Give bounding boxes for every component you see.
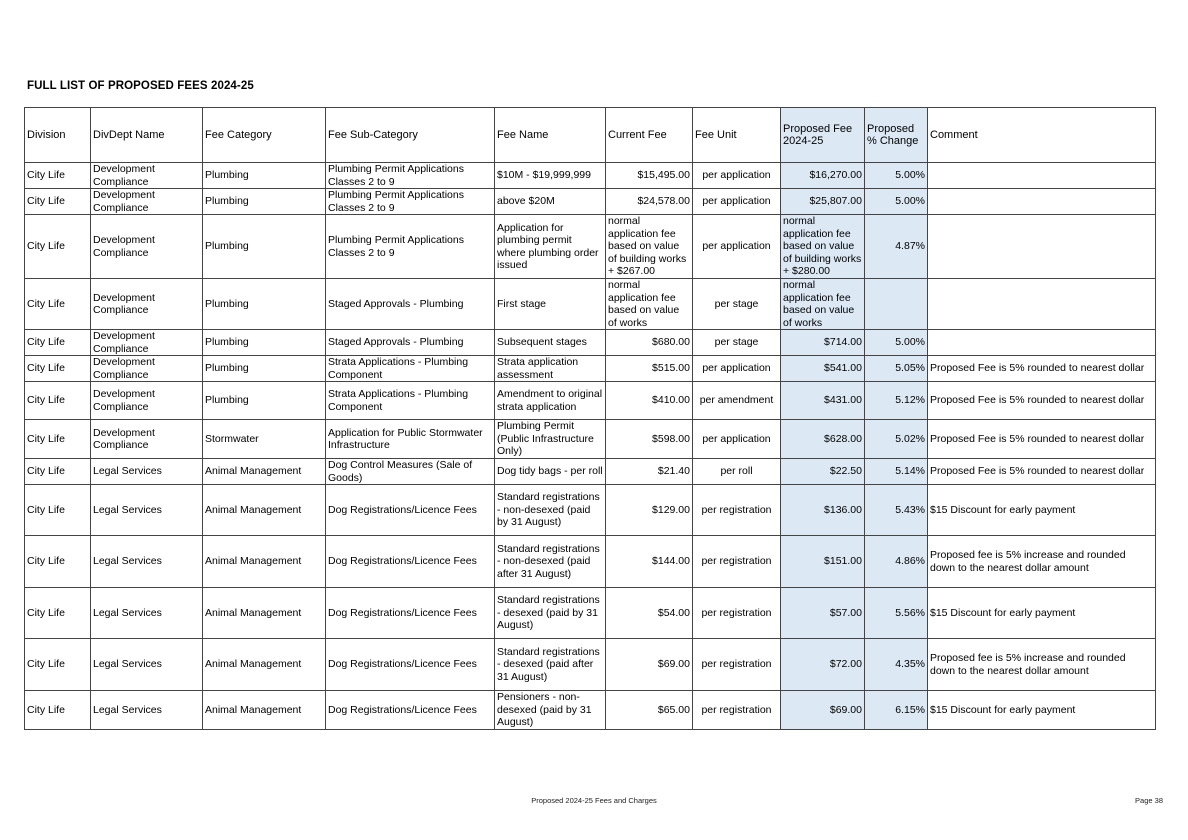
cell-comment: Proposed Fee is 5% rounded to nearest dollar bbox=[928, 420, 1156, 459]
cell-proposed-fee: $151.00 bbox=[781, 536, 865, 588]
cell-percent-change: 4.86% bbox=[865, 536, 928, 588]
cell-current-fee: normal application fee based on value of building works + $267.00 bbox=[606, 215, 693, 279]
cell-current-fee: $65.00 bbox=[606, 691, 693, 730]
cell-division: City Life bbox=[25, 382, 91, 420]
cell-proposed-fee: $541.00 bbox=[781, 356, 865, 382]
cell-fee-unit: per registration bbox=[693, 536, 781, 588]
header-comment: Comment bbox=[928, 108, 1156, 163]
cell-comment: Proposed Fee is 5% rounded to nearest dollar bbox=[928, 382, 1156, 420]
cell-fee-name: Subsequent stages bbox=[495, 330, 606, 356]
table-row bbox=[25, 189, 1156, 215]
cell-category: Animal Management bbox=[203, 639, 326, 691]
cell-dept: Development Compliance bbox=[91, 382, 203, 420]
cell-division: City Life bbox=[25, 459, 91, 485]
fees-table bbox=[24, 107, 1156, 730]
cell-category: Plumbing bbox=[203, 189, 326, 215]
cell-fee-unit: per application bbox=[693, 189, 781, 215]
cell-category: Plumbing bbox=[203, 382, 326, 420]
cell-fee-unit: per application bbox=[693, 215, 781, 279]
cell-percent-change: 5.43% bbox=[865, 485, 928, 536]
cell-division: City Life bbox=[25, 588, 91, 639]
cell-dept: Legal Services bbox=[91, 639, 203, 691]
cell-fee-unit: per registration bbox=[693, 485, 781, 536]
cell-subcategory: Dog Registrations/Licence Fees bbox=[326, 639, 495, 691]
header-fee-name: Fee Name bbox=[495, 108, 606, 163]
cell-percent-change: 5.00% bbox=[865, 330, 928, 356]
header-fee-unit: Fee Unit bbox=[693, 108, 781, 163]
cell-category: Stormwater bbox=[203, 420, 326, 459]
header-current-fee: Current Fee bbox=[606, 108, 693, 163]
cell-subcategory: Strata Applications - Plumbing Component bbox=[326, 356, 495, 382]
cell-division: City Life bbox=[25, 420, 91, 459]
cell-fee-name: Strata application assessment bbox=[495, 356, 606, 382]
cell-percent-change: 5.00% bbox=[865, 189, 928, 215]
cell-dept: Development Compliance bbox=[91, 189, 203, 215]
cell-category: Animal Management bbox=[203, 459, 326, 485]
cell-category: Plumbing bbox=[203, 279, 326, 330]
cell-fee-unit: per stage bbox=[693, 279, 781, 330]
cell-current-fee: $515.00 bbox=[606, 356, 693, 382]
cell-subcategory: Plumbing Permit Applications Classes 2 to 9 bbox=[326, 215, 495, 279]
cell-dept: Development Compliance bbox=[91, 279, 203, 330]
cell-proposed-fee: $22.50 bbox=[781, 459, 865, 485]
cell-comment bbox=[928, 279, 1156, 330]
footer-title: Proposed 2024-25 Fees and Charges bbox=[531, 796, 657, 805]
cell-percent-change bbox=[865, 279, 928, 330]
cell-subcategory: Plumbing Permit Applications Classes 2 to 9 bbox=[326, 189, 495, 215]
header-percent-change: Proposed % Change bbox=[865, 108, 928, 163]
cell-fee-name: $10M - $19,999,999 bbox=[495, 163, 606, 189]
cell-fee-name: Standard registrations - non-desexed (paid after 31 August) bbox=[495, 536, 606, 588]
cell-division: City Life bbox=[25, 536, 91, 588]
cell-comment: $15 Discount for early payment bbox=[928, 485, 1156, 536]
cell-fee-unit: per registration bbox=[693, 691, 781, 730]
table-row bbox=[25, 691, 1156, 730]
cell-division: City Life bbox=[25, 485, 91, 536]
cell-subcategory: Dog Registrations/Licence Fees bbox=[326, 485, 495, 536]
page-number: Page 38 bbox=[1135, 796, 1163, 805]
cell-subcategory: Dog Control Measures (Sale of Goods) bbox=[326, 459, 495, 485]
cell-category: Plumbing bbox=[203, 330, 326, 356]
cell-subcategory: Plumbing Permit Applications Classes 2 to 9 bbox=[326, 163, 495, 189]
cell-current-fee: $21.40 bbox=[606, 459, 693, 485]
table-row bbox=[25, 330, 1156, 356]
cell-fee-unit: per amendment bbox=[693, 382, 781, 420]
cell-comment bbox=[928, 189, 1156, 215]
cell-fee-name: Standard registrations - desexed (paid after 31 August) bbox=[495, 639, 606, 691]
cell-dept: Legal Services bbox=[91, 536, 203, 588]
cell-fee-unit: per roll bbox=[693, 459, 781, 485]
cell-subcategory: Staged Approvals - Plumbing bbox=[326, 279, 495, 330]
cell-current-fee: $680.00 bbox=[606, 330, 693, 356]
header-proposed-fee: Proposed Fee 2024-25 bbox=[781, 108, 865, 163]
cell-division: City Life bbox=[25, 215, 91, 279]
table-row bbox=[25, 163, 1156, 189]
cell-current-fee: $410.00 bbox=[606, 382, 693, 420]
cell-percent-change: 5.00% bbox=[865, 163, 928, 189]
cell-percent-change: 4.35% bbox=[865, 639, 928, 691]
cell-category: Plumbing bbox=[203, 163, 326, 189]
cell-comment: $15 Discount for early payment bbox=[928, 588, 1156, 639]
cell-category: Animal Management bbox=[203, 691, 326, 730]
cell-current-fee: $144.00 bbox=[606, 536, 693, 588]
cell-proposed-fee: $69.00 bbox=[781, 691, 865, 730]
table-row bbox=[25, 279, 1156, 330]
cell-category: Animal Management bbox=[203, 485, 326, 536]
cell-subcategory: Dog Registrations/Licence Fees bbox=[326, 536, 495, 588]
cell-current-fee: $598.00 bbox=[606, 420, 693, 459]
cell-category: Animal Management bbox=[203, 588, 326, 639]
cell-fee-unit: per application bbox=[693, 356, 781, 382]
cell-category: Plumbing bbox=[203, 356, 326, 382]
cell-subcategory: Dog Registrations/Licence Fees bbox=[326, 588, 495, 639]
cell-comment: Proposed Fee is 5% rounded to nearest dollar bbox=[928, 356, 1156, 382]
cell-percent-change: 5.02% bbox=[865, 420, 928, 459]
cell-proposed-fee: $136.00 bbox=[781, 485, 865, 536]
cell-proposed-fee: $57.00 bbox=[781, 588, 865, 639]
cell-percent-change: 4.87% bbox=[865, 215, 928, 279]
cell-category: Plumbing bbox=[203, 215, 326, 279]
cell-current-fee: normal application fee based on value of works bbox=[606, 279, 693, 330]
cell-subcategory: Strata Applications - Plumbing Component bbox=[326, 382, 495, 420]
cell-dept: Development Compliance bbox=[91, 163, 203, 189]
table-row bbox=[25, 588, 1156, 639]
cell-percent-change: 6.15% bbox=[865, 691, 928, 730]
cell-subcategory: Staged Approvals - Plumbing bbox=[326, 330, 495, 356]
cell-dept: Legal Services bbox=[91, 588, 203, 639]
cell-dept: Legal Services bbox=[91, 691, 203, 730]
table-row bbox=[25, 420, 1156, 459]
cell-current-fee: $69.00 bbox=[606, 639, 693, 691]
cell-subcategory: Dog Registrations/Licence Fees bbox=[326, 691, 495, 730]
cell-subcategory: Application for Public Stormwater Infrastructure bbox=[326, 420, 495, 459]
cell-fee-name: Standard registrations - non-desexed (paid by 31 August) bbox=[495, 485, 606, 536]
table-row bbox=[25, 485, 1156, 536]
cell-comment bbox=[928, 163, 1156, 189]
cell-dept: Development Compliance bbox=[91, 215, 203, 279]
cell-dept: Development Compliance bbox=[91, 420, 203, 459]
cell-fee-unit: per registration bbox=[693, 639, 781, 691]
table-row bbox=[25, 536, 1156, 588]
header-division: Division bbox=[25, 108, 91, 163]
cell-fee-name: First stage bbox=[495, 279, 606, 330]
cell-proposed-fee: normal application fee based on value of building works + $280.00 bbox=[781, 215, 865, 279]
cell-comment bbox=[928, 215, 1156, 279]
cell-division: City Life bbox=[25, 639, 91, 691]
cell-percent-change: 5.05% bbox=[865, 356, 928, 382]
cell-fee-name: Dog tidy bags - per roll bbox=[495, 459, 606, 485]
cell-dept: Legal Services bbox=[91, 459, 203, 485]
cell-category: Animal Management bbox=[203, 536, 326, 588]
table-row bbox=[25, 215, 1156, 279]
cell-current-fee: $54.00 bbox=[606, 588, 693, 639]
document-title: FULL LIST OF PROPOSED FEES 2024-25 bbox=[27, 80, 254, 92]
cell-percent-change: 5.56% bbox=[865, 588, 928, 639]
cell-proposed-fee: $628.00 bbox=[781, 420, 865, 459]
cell-current-fee: $24,578.00 bbox=[606, 189, 693, 215]
table-row bbox=[25, 356, 1156, 382]
cell-percent-change: 5.12% bbox=[865, 382, 928, 420]
cell-fee-name: above $20M bbox=[495, 189, 606, 215]
cell-division: City Life bbox=[25, 356, 91, 382]
cell-division: City Life bbox=[25, 189, 91, 215]
cell-division: City Life bbox=[25, 330, 91, 356]
cell-proposed-fee: $431.00 bbox=[781, 382, 865, 420]
cell-fee-unit: per registration bbox=[693, 588, 781, 639]
cell-dept: Development Compliance bbox=[91, 330, 203, 356]
cell-fee-name: Application for plumbing permit where plumbing order issued bbox=[495, 215, 606, 279]
cell-division: City Life bbox=[25, 279, 91, 330]
cell-dept: Development Compliance bbox=[91, 356, 203, 382]
cell-fee-name: Plumbing Permit (Public Infrastructure Only) bbox=[495, 420, 606, 459]
cell-fee-unit: per application bbox=[693, 163, 781, 189]
cell-fee-unit: per application bbox=[693, 420, 781, 459]
cell-fee-unit: per stage bbox=[693, 330, 781, 356]
cell-division: City Life bbox=[25, 691, 91, 730]
table-row bbox=[25, 639, 1156, 691]
header-subcategory: Fee Sub-Category bbox=[326, 108, 495, 163]
cell-fee-name: Amendment to original strata application bbox=[495, 382, 606, 420]
cell-fee-name: Standard registrations - desexed (paid by 31 August) bbox=[495, 588, 606, 639]
cell-comment: Proposed fee is 5% increase and rounded down to the nearest dollar amount bbox=[928, 536, 1156, 588]
table-row bbox=[25, 382, 1156, 420]
cell-proposed-fee: $714.00 bbox=[781, 330, 865, 356]
cell-percent-change: 5.14% bbox=[865, 459, 928, 485]
table-row bbox=[25, 459, 1156, 485]
header-category: Fee Category bbox=[203, 108, 326, 163]
cell-proposed-fee: $16,270.00 bbox=[781, 163, 865, 189]
cell-proposed-fee: $72.00 bbox=[781, 639, 865, 691]
cell-fee-name: Pensioners - non-desexed (paid by 31 August) bbox=[495, 691, 606, 730]
table-body bbox=[25, 163, 1156, 730]
cell-dept: Legal Services bbox=[91, 485, 203, 536]
header-dept: DivDept Name bbox=[91, 108, 203, 163]
cell-proposed-fee: normal application fee based on value of works bbox=[781, 279, 865, 330]
cell-comment: Proposed fee is 5% increase and rounded down to the nearest dollar amount bbox=[928, 639, 1156, 691]
cell-comment: Proposed Fee is 5% rounded to nearest dollar bbox=[928, 459, 1156, 485]
cell-proposed-fee: $25,807.00 bbox=[781, 189, 865, 215]
cell-current-fee: $129.00 bbox=[606, 485, 693, 536]
table-header-row bbox=[25, 108, 1156, 163]
cell-comment: $15 Discount for early payment bbox=[928, 691, 1156, 730]
cell-division: City Life bbox=[25, 163, 91, 189]
cell-comment bbox=[928, 330, 1156, 356]
cell-current-fee: $15,495.00 bbox=[606, 163, 693, 189]
